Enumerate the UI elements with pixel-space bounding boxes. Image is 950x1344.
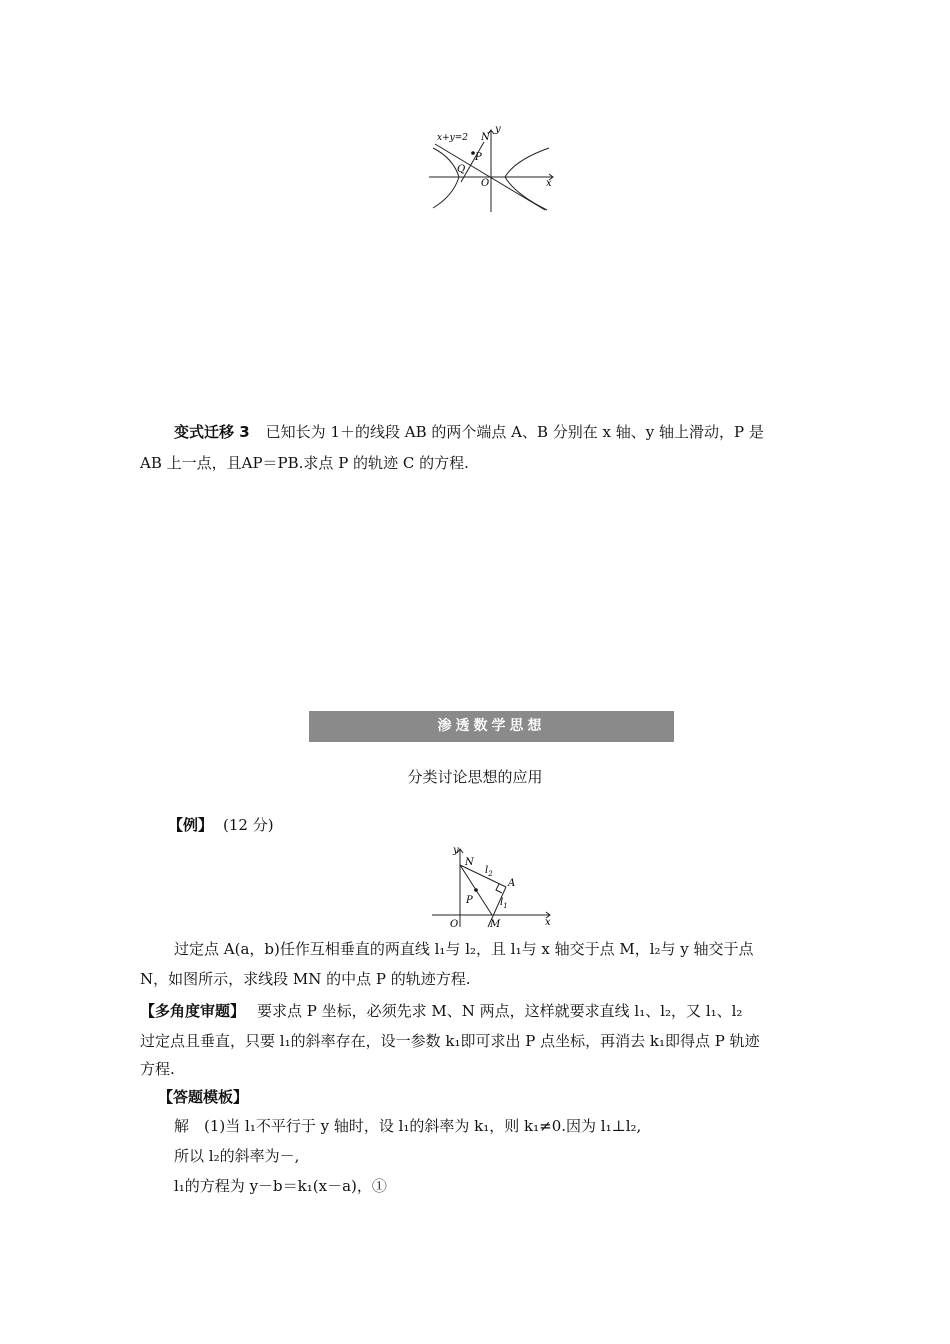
svg-text:A: A [508,878,516,889]
perpendicular-lines-figure [428,843,558,931]
svg-text:O: O [481,178,490,189]
solution-line-1: 解 (1)当 l₁不平行于 y 轴时，设 l₁的斜率为 k₁，则 k₁≠0.因为 l₁⊥l₂, [174,1117,642,1135]
example-label-line [140,814,820,836]
right-angle-mark [496,884,502,893]
problem-line-1: 过定点 A(a，b)任作互相垂直的两直线 l₁与 l₂，且 l₁与 x 轴交于点 M，l₂与 y 轴交于点 [174,940,754,958]
svg-text:N: N [481,132,490,143]
example-label: 【例】 [168,816,214,834]
analysis-line-1: 【多角度审题】 要求点 P 坐标，必须先求 M、N 两点，这样就要求直线 l₁、l₂，又 l₁、l₂ [140,1002,743,1020]
svg-text:x: x [545,917,551,928]
svg-text:N: N [465,857,474,868]
template-label: 【答题模板】 [158,1088,249,1106]
section-banner: 渗透数学思想 [309,711,674,742]
svg-text:y: y [453,845,459,856]
svg-text:y: y [495,124,501,135]
analysis-line-3: 方程. [140,1060,175,1078]
svg-text:O: O [450,919,459,930]
left-branch [433,148,459,208]
analysis-label: 【多角度审题】 [140,1002,246,1020]
point-p [474,888,478,892]
solution-line-2: 所以 l₂的斜率为－, [174,1147,300,1165]
problem-line-2: N，如图所示，求线段 MN 的中点 P 的轨迹方程. [140,970,471,988]
svg-text:P: P [466,895,473,906]
svg-text:l2: $l_2$ [485,865,493,878]
exercise-line-2: AB 上一点，且AP＝PB.求点 P 的轨迹 C 的方程. [140,454,469,472]
section-title: 分类讨论思想的应用 [407,768,543,786]
svg-text:x: x [546,178,552,189]
hyperbola-figure [425,120,565,215]
svg-text:x+y=2: x+y=2 [437,133,468,143]
example-score: (12 分) [223,816,274,834]
exercise-heading: 变式迁移 3 [174,423,250,441]
svg-text:M: M [490,919,501,930]
right-branch [505,148,549,210]
exercise-line-1: 变式迁移 3 已知长为 1＋的线段 AB 的两个端点 A、B 分别在 x 轴、y 轴上滑动，P 是 [174,423,764,441]
template-label-line [140,1086,820,1108]
svg-text:P: P [475,152,482,163]
svg-text:Q: Q [457,164,466,175]
analysis-line-2: 过定点且垂直，只要 l₁的斜率存在，设一参数 k₁即可求出 P 点坐标，再消去 k₁即得点 P 轨迹 [140,1032,760,1050]
svg-text:l1: $l_1$ [500,897,508,910]
solution-line-3: l₁的方程为 y－b＝k₁(x－a)，① [174,1177,387,1195]
